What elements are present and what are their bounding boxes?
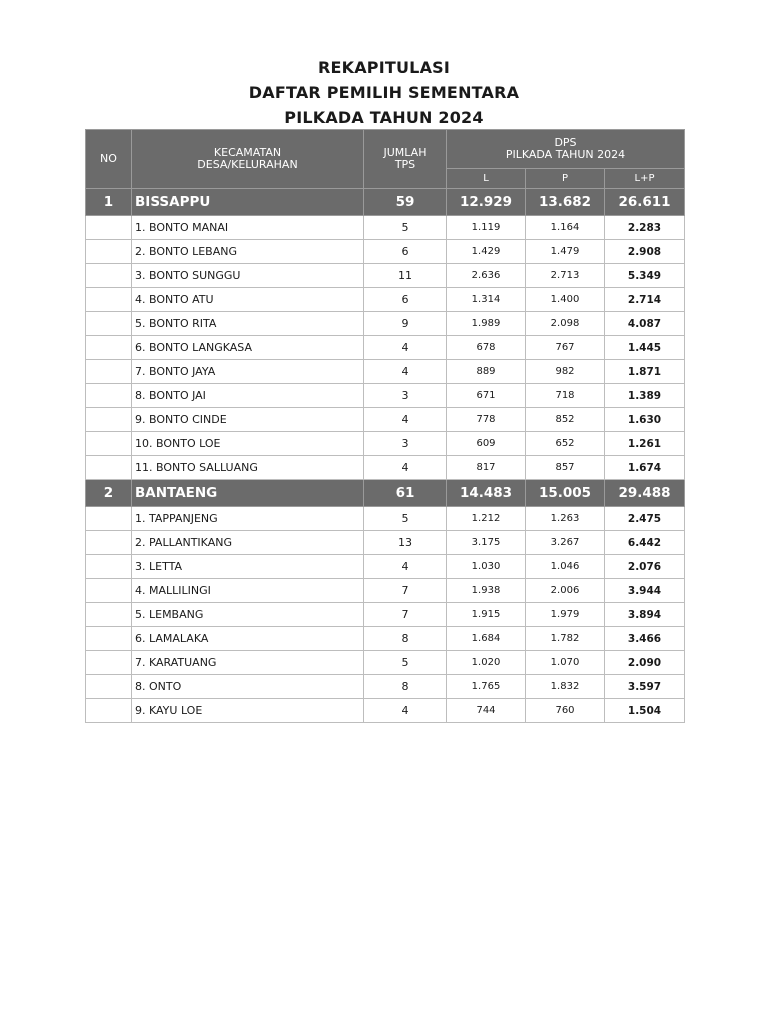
village-row [86, 432, 685, 456]
village-name: 10. BONTO LOE [132, 432, 364, 456]
village-p: 1.782 [526, 627, 605, 651]
village-row [86, 456, 685, 480]
village-row [86, 264, 685, 288]
village-l: 1.915 [447, 603, 526, 627]
header-no: NO [86, 130, 132, 189]
village-row [86, 312, 685, 336]
village-row [86, 216, 685, 240]
village-p: 1.164 [526, 216, 605, 240]
village-no-empty [86, 264, 132, 288]
village-p: 760 [526, 699, 605, 723]
village-name: 6. LAMALAKA [132, 627, 364, 651]
village-tps: 4 [364, 555, 447, 579]
village-p: 1.070 [526, 651, 605, 675]
village-no-empty [86, 384, 132, 408]
village-tps: 3 [364, 384, 447, 408]
district-lp: 26.611 [605, 189, 685, 216]
village-lp: 2.908 [605, 240, 685, 264]
district-lp: 29.488 [605, 480, 685, 507]
village-name: 8. ONTO [132, 675, 364, 699]
village-lp: 2.283 [605, 216, 685, 240]
village-tps: 7 [364, 603, 447, 627]
village-l: 2.636 [447, 264, 526, 288]
village-tps: 9 [364, 312, 447, 336]
district-tps: 61 [364, 480, 447, 507]
village-l: 1.938 [447, 579, 526, 603]
village-name: 9. BONTO CINDE [132, 408, 364, 432]
title-line-2: DAFTAR PEMILIH SEMENTARA [248, 83, 520, 102]
village-lp: 2.076 [605, 555, 685, 579]
header-kecamatan-label: KECAMATAN [213, 146, 282, 159]
village-tps: 5 [364, 507, 447, 531]
village-p: 1.479 [526, 240, 605, 264]
header-jumlah-label: JUMLAH [383, 146, 427, 159]
village-lp: 2.714 [605, 288, 685, 312]
village-lp: 3.466 [605, 627, 685, 651]
village-tps: 11 [364, 264, 447, 288]
village-p: 1.046 [526, 555, 605, 579]
village-no-empty [86, 312, 132, 336]
district-l: 14.483 [447, 480, 526, 507]
village-row [86, 336, 685, 360]
village-lp: 1.674 [605, 456, 685, 480]
village-p: 2.713 [526, 264, 605, 288]
header-l: L [447, 169, 526, 189]
village-name: 9. KAYU LOE [132, 699, 364, 723]
district-p: 15.005 [526, 480, 605, 507]
header-tps-label: TPS [394, 158, 416, 171]
village-name: 5. LEMBANG [132, 603, 364, 627]
village-row [86, 651, 685, 675]
village-tps: 6 [364, 240, 447, 264]
village-tps: 5 [364, 216, 447, 240]
village-l: 744 [447, 699, 526, 723]
village-l: 1.119 [447, 216, 526, 240]
village-l: 778 [447, 408, 526, 432]
village-p: 982 [526, 360, 605, 384]
village-no-empty [86, 507, 132, 531]
header-dps-sub-label: PILKADA TAHUN 2024 [505, 148, 626, 161]
village-l: 1.429 [447, 240, 526, 264]
village-tps: 4 [364, 360, 447, 384]
village-no-empty [86, 288, 132, 312]
village-row [86, 531, 685, 555]
table-body [86, 189, 685, 723]
village-name: 8. BONTO JAI [132, 384, 364, 408]
village-row [86, 699, 685, 723]
district-no: 2 [86, 480, 132, 507]
village-lp: 5.349 [605, 264, 685, 288]
village-name: 5. BONTO RITA [132, 312, 364, 336]
village-tps: 7 [364, 579, 447, 603]
village-name: 4. BONTO ATU [132, 288, 364, 312]
district-tps: 59 [364, 189, 447, 216]
village-l: 1.030 [447, 555, 526, 579]
village-p: 1.400 [526, 288, 605, 312]
district-l: 12.929 [447, 189, 526, 216]
village-p: 718 [526, 384, 605, 408]
village-l: 1.212 [447, 507, 526, 531]
recap-table [85, 129, 685, 723]
district-row [86, 189, 685, 216]
village-l: 3.175 [447, 531, 526, 555]
village-tps: 13 [364, 531, 447, 555]
village-l: 1.989 [447, 312, 526, 336]
village-name: 7. KARATUANG [132, 651, 364, 675]
village-lp: 1.445 [605, 336, 685, 360]
header-kecamatan [132, 130, 364, 189]
district-row [86, 480, 685, 507]
village-name: 7. BONTO JAYA [132, 360, 364, 384]
village-row [86, 579, 685, 603]
village-row [86, 384, 685, 408]
village-lp: 1.871 [605, 360, 685, 384]
header-dps-label: DPS [554, 136, 577, 149]
village-p: 1.263 [526, 507, 605, 531]
village-name: 1. TAPPANJENG [132, 507, 364, 531]
village-row [86, 408, 685, 432]
village-no-empty [86, 360, 132, 384]
village-name: 11. BONTO SALLUANG [132, 456, 364, 480]
title-line-3: PILKADA TAHUN 2024 [284, 108, 484, 127]
village-tps: 3 [364, 432, 447, 456]
village-no-empty [86, 456, 132, 480]
header-p: P [526, 169, 605, 189]
village-lp: 6.442 [605, 531, 685, 555]
village-lp: 2.475 [605, 507, 685, 531]
village-row [86, 555, 685, 579]
title-line-1: REKAPITULASI [317, 58, 451, 77]
village-name: 2. PALLANTIKANG [132, 531, 364, 555]
village-no-empty [86, 240, 132, 264]
header-dps [447, 130, 685, 169]
village-row [86, 603, 685, 627]
village-no-empty [86, 555, 132, 579]
village-lp: 1.504 [605, 699, 685, 723]
village-row [86, 507, 685, 531]
village-p: 652 [526, 432, 605, 456]
village-tps: 4 [364, 408, 447, 432]
village-no-empty [86, 603, 132, 627]
village-l: 1.765 [447, 675, 526, 699]
village-row [86, 675, 685, 699]
village-tps: 6 [364, 288, 447, 312]
village-p: 767 [526, 336, 605, 360]
village-lp: 3.894 [605, 603, 685, 627]
village-l: 671 [447, 384, 526, 408]
district-no: 1 [86, 189, 132, 216]
village-p: 1.832 [526, 675, 605, 699]
village-tps: 4 [364, 456, 447, 480]
village-name: 2. BONTO LEBANG [132, 240, 364, 264]
village-no-empty [86, 408, 132, 432]
village-l: 817 [447, 456, 526, 480]
village-l: 609 [447, 432, 526, 456]
village-no-empty [86, 432, 132, 456]
table-header [86, 130, 685, 189]
village-no-empty [86, 675, 132, 699]
village-tps: 5 [364, 651, 447, 675]
village-row [86, 627, 685, 651]
village-lp: 3.597 [605, 675, 685, 699]
village-lp: 1.261 [605, 432, 685, 456]
village-l: 889 [447, 360, 526, 384]
village-name: 3. BONTO SUNGGU [132, 264, 364, 288]
village-p: 3.267 [526, 531, 605, 555]
village-row [86, 288, 685, 312]
village-l: 1.684 [447, 627, 526, 651]
village-p: 2.098 [526, 312, 605, 336]
village-p: 852 [526, 408, 605, 432]
village-p: 857 [526, 456, 605, 480]
village-no-empty [86, 216, 132, 240]
village-no-empty [86, 531, 132, 555]
village-l: 678 [447, 336, 526, 360]
village-lp: 2.090 [605, 651, 685, 675]
village-l: 1.314 [447, 288, 526, 312]
village-l: 1.020 [447, 651, 526, 675]
village-lp: 4.087 [605, 312, 685, 336]
village-no-empty [86, 336, 132, 360]
district-name: BANTAENG [132, 480, 364, 507]
village-lp: 3.944 [605, 579, 685, 603]
village-lp: 1.389 [605, 384, 685, 408]
header-lp: L+P [605, 169, 685, 189]
village-tps: 4 [364, 336, 447, 360]
village-no-empty [86, 579, 132, 603]
village-row [86, 360, 685, 384]
village-no-empty [86, 699, 132, 723]
district-name: BISSAPPU [132, 189, 364, 216]
village-row [86, 240, 685, 264]
village-name: 3. LETTA [132, 555, 364, 579]
village-no-empty [86, 627, 132, 651]
village-lp: 1.630 [605, 408, 685, 432]
village-p: 1.979 [526, 603, 605, 627]
document-title [0, 55, 768, 130]
district-p: 13.682 [526, 189, 605, 216]
village-p: 2.006 [526, 579, 605, 603]
village-name: 6. BONTO LANGKASA [132, 336, 364, 360]
village-name: 1. BONTO MANAI [132, 216, 364, 240]
village-tps: 4 [364, 699, 447, 723]
village-tps: 8 [364, 627, 447, 651]
village-name: 4. MALLILINGI [132, 579, 364, 603]
header-desa-label: DESA/KELURAHAN [197, 158, 298, 171]
village-tps: 8 [364, 675, 447, 699]
header-jumlah-tps [364, 130, 447, 189]
village-no-empty [86, 651, 132, 675]
